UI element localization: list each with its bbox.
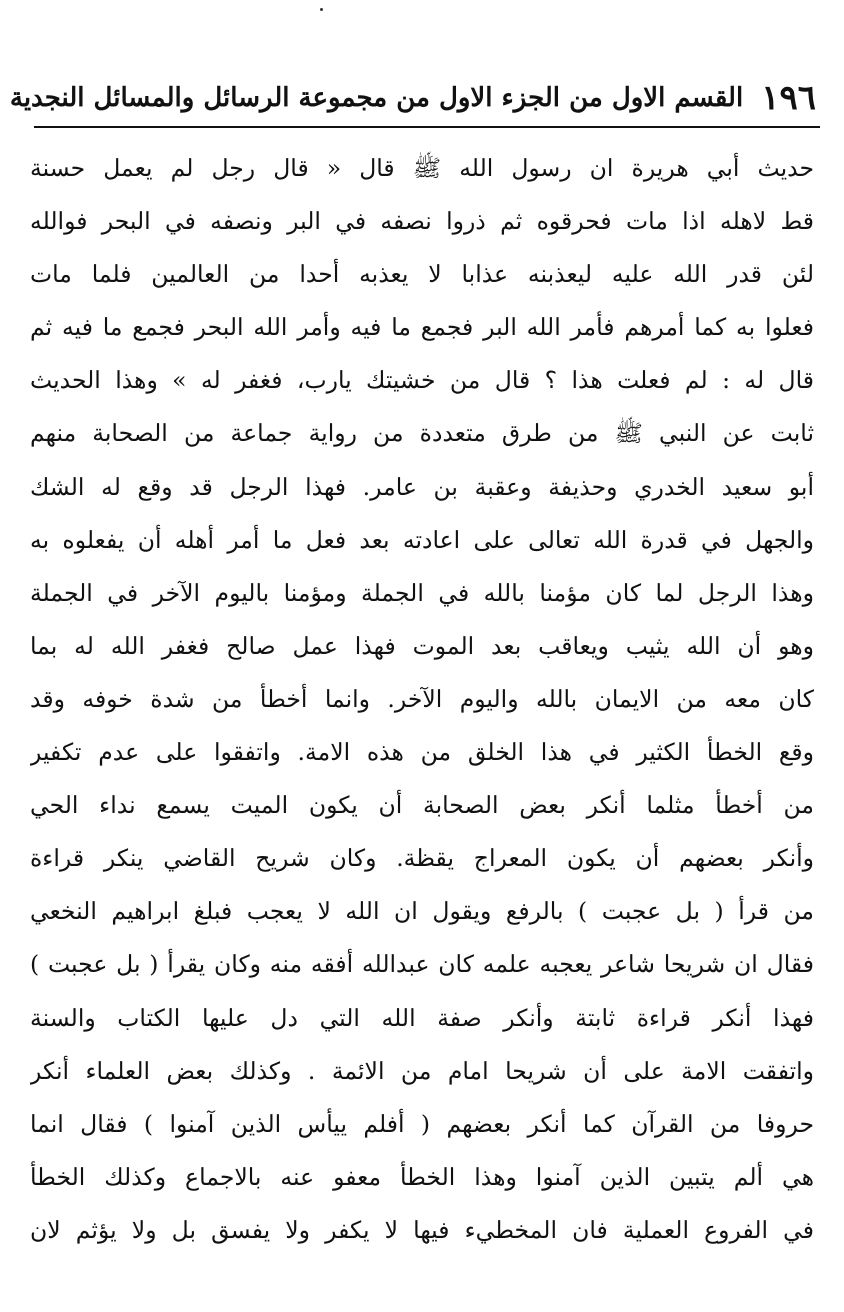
header-rule xyxy=(34,126,820,128)
text-line: في الفروع العملية فان المخطيء فيها لا يكفر ولا يفسق بل ولا يؤثم لان xyxy=(30,1215,814,1244)
text-line: وهذا الرجل لما كان مؤمنا بالله في الجملة ومؤمنا باليوم الآخر في الجملة xyxy=(30,578,814,607)
text-line: وهو أن الله يثيب ويعاقب بعد الموت فهذا عمل صالح فغفر الله له بما xyxy=(30,631,814,660)
text-line: كان معه من الايمان بالله واليوم الآخر. وانما أخطأ من شدة خوفه وقد xyxy=(30,684,814,713)
text-line: وأنكر بعضهم أن يكون المعراج يقظة. وكان شريح القاضي ينكر قراءة xyxy=(30,844,814,873)
text-line: هي ألم يتبين الذين آمنوا وهذا الخطأ معفو عنه بالاجماع وكذلك الخطأ xyxy=(30,1162,814,1191)
scan-speck xyxy=(320,8,323,11)
text-line: ثابت عن النبي ﷺ من طرق متعددة من رواية جماعة من الصحابة منهم xyxy=(30,419,814,448)
page-number: ١٩٦ xyxy=(761,78,816,118)
text-line: لئن قدر الله عليه ليعذبنه عذابا لا يعذبه أحدا من العالمين فلما مات xyxy=(30,260,814,289)
text-line: قط لاهله اذا مات فحرقوه ثم ذروا نصفه في البر ونصفه في البحر فوالله xyxy=(30,207,814,236)
text-line: وقع الخطأ الكثير في هذا الخلق من هذه الامة. واتفقوا على عدم تكفير xyxy=(30,738,814,767)
body-text xyxy=(30,142,814,1257)
text-line: أبو سعيد الخدري وحذيفة وعقبة بن عامر. فهذا الرجل قد وقع له الشك xyxy=(30,472,814,501)
text-line: حديث أبي هريرة ان رسول الله ﷺ قال « قال رجل لم يعمل حسنة xyxy=(30,154,814,182)
text-line: من قرأ ( بل عجبت ) بالرفع ويقول ان الله لا يعجب فبلغ ابراهيم النخعي xyxy=(30,897,814,926)
text-line: فقال ان شريحا شاعر يعجبه علمه كان عبدالله أفقه منه وكان يقرأ ( بل عجبت ) xyxy=(30,950,814,979)
text-line: واتفقت الامة على أن شريحا امام من الائمة . وكذلك بعض العلماء أنكر xyxy=(30,1056,814,1085)
running-title: القسم الاول من الجزء الاول من مجموعة الرسائل والمسائل النجدية xyxy=(9,83,744,113)
text-line: قال له : لم فعلت هذا ؟ قال من خشيتك يارب، فغفر له » وهذا الحديث xyxy=(30,366,814,395)
page-header xyxy=(9,76,816,120)
text-line: فعلوا به كما أمرهم فأمر الله البر فجمع ما فيه وأمر الله البحر فجمع ما فيه ثم xyxy=(30,313,814,342)
text-line: والجهل في قدرة الله تعالى على اعادته بعد فعل ما أمر أهله أن يفعلوه به xyxy=(30,525,814,554)
text-line: حروفا من القرآن كما أنكر بعضهم ( أفلم ييأس الذين آمنوا ) فقال انما xyxy=(30,1109,814,1138)
text-line: فهذا أنكر قراءة ثابتة وأنكر صفة الله التي دل عليها الكتاب والسنة xyxy=(30,1003,814,1032)
text-line: من أخطأ مثلما أنكر بعض الصحابة أن يكون الميت يسمع نداء الحي xyxy=(30,791,814,820)
